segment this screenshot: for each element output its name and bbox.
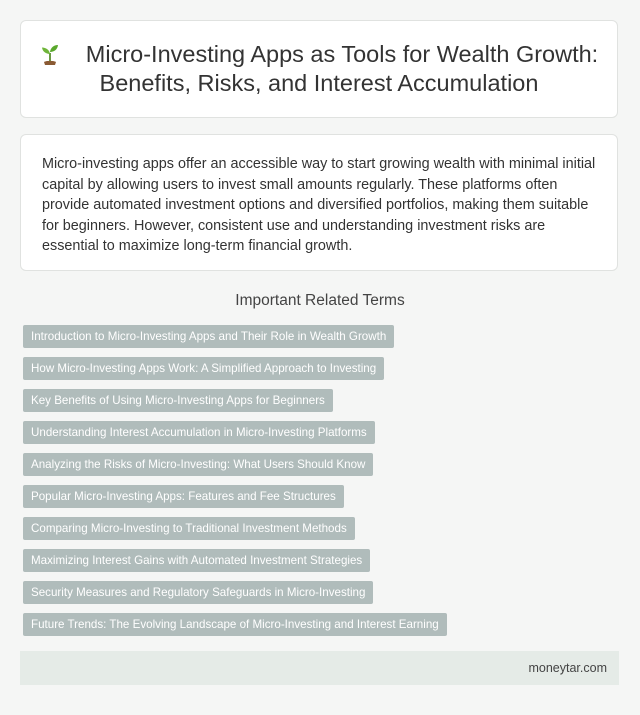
related-term-tag[interactable]: Popular Micro-Investing Apps: Features and Fee Structures (23, 485, 344, 508)
related-term-tag[interactable]: Maximizing Interest Gains with Automated Investment Strategies (23, 549, 370, 572)
related-term-tag[interactable]: Introduction to Micro-Investing Apps and Their Role in Wealth Growth (23, 325, 394, 348)
related-term-tag[interactable]: Analyzing the Risks of Micro-Investing: What Users Should Know (23, 453, 373, 476)
sprout-icon (40, 43, 60, 65)
related-terms-list (23, 325, 623, 645)
related-term-tag[interactable]: Future Trends: The Evolving Landscape of Micro-Investing and Interest Earning (23, 613, 447, 636)
page-title-text: Micro-Investing Apps as Tools for Wealth Growth: Benefits, Risks, and Interest Accumulation (85, 41, 599, 96)
related-term-tag[interactable]: Comparing Micro-Investing to Traditional Investment Methods (23, 517, 355, 540)
title-card (20, 20, 618, 118)
related-terms-heading: Important Related Terms (235, 292, 405, 309)
footer-bar (20, 651, 619, 685)
related-term-tag[interactable]: Key Benefits of Using Micro-Investing Apps for Beginners (23, 389, 333, 412)
intro-card (20, 134, 618, 271)
footer-site-link[interactable]: moneytar.com (528, 661, 607, 675)
related-term-tag[interactable]: How Micro-Investing Apps Work: A Simplified Approach to Investing (23, 357, 384, 380)
page-title (21, 40, 617, 98)
related-term-tag[interactable]: Security Measures and Regulatory Safeguards in Micro-Investing (23, 581, 373, 604)
related-term-tag[interactable]: Understanding Interest Accumulation in Micro-Investing Platforms (23, 421, 375, 444)
intro-paragraph: Micro-investing apps offer an accessible way to start growing wealth with minimal initial capital by allowing users to invest small amounts regularly. These platforms often provide automated investment options and diversified portfolios, making them suitable for beginners. However, consistent use and understanding investment risks are essential to maximize long-term financial growth. (42, 156, 596, 254)
